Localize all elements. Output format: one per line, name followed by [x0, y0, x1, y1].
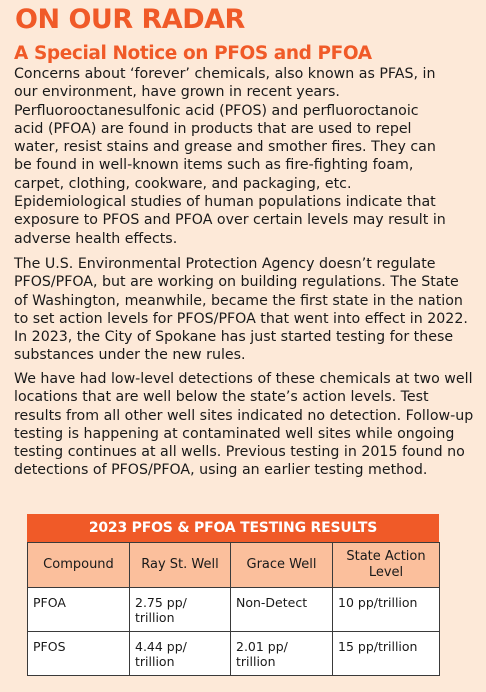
cell-ray-st-well: 2.75 pp/ trillion	[130, 588, 231, 632]
cell-grace-well: 2.01 pp/ trillion	[231, 632, 333, 676]
column-header-state-action-level: State Action Level	[333, 543, 440, 588]
section-title: ON OUR RADAR	[15, 4, 245, 35]
notice-title: A Special Notice on PFOS and PFOA	[14, 43, 372, 64]
column-header-ray-st-well: Ray St. Well	[130, 543, 231, 588]
cell-state-action-level: 10 pp/trillion	[333, 588, 440, 632]
table-title: 2023 PFOS & PFOA TESTING RESULTS	[27, 514, 439, 542]
column-header-compound: Compound	[28, 543, 130, 588]
cell-state-action-level: 15 pp/trillion	[333, 632, 440, 676]
column-header-grace-well: Grace Well	[231, 543, 333, 588]
paragraph-regulation: The U.S. Environmental Protection Agency doesn’t regulate PFOS/PFOA, but are working on building regulations. The State of Washington, meanwhile, became the first state in the nation to set action levels for PFOS/PFOA that went into effect in 2022. In 2023, the City of Spokane has just started testing for these substances under the new rules.	[14, 256, 468, 364]
table-row	[28, 588, 440, 632]
paragraph-detections: We have had low-level detections of these chemicals at two well locations that are well below the state’s action levels. Test results from all other well sites indicated no detection. Follow-up testing is happening at contaminated well sites while ongoing testing continues at all wells. Previous testing in 2015 found no detections of PFOS/PFOA, using an earlier testing method.	[14, 371, 474, 479]
cell-grace-well: Non-Detect	[231, 588, 333, 632]
cell-compound: PFOA	[28, 588, 130, 632]
table-row	[28, 632, 440, 676]
cell-ray-st-well: 4.44 pp/ trillion	[130, 632, 231, 676]
paragraph-pfas-overview: Concerns about ‘forever’ chemicals, also known as PFAS, in our environment, have grown in recent years. Perfluorooctanesulfonic acid (PFOS) and perfluoroctanoic acid (PFOA) are found in products that are used to repel water, resist stains and grease and smother fires. They can be found in well-known items such as fire-fighting foam, carpet, clothing, cookware, and packaging, etc. Epidemiological studies of human populations indicate that exposure to PFOS and PFOA over certain levels may result in adverse health effects.	[14, 66, 446, 247]
testing-results-table	[27, 514, 439, 676]
cell-compound: PFOS	[28, 632, 130, 676]
results-grid	[27, 542, 440, 676]
table-header-row	[28, 543, 440, 588]
